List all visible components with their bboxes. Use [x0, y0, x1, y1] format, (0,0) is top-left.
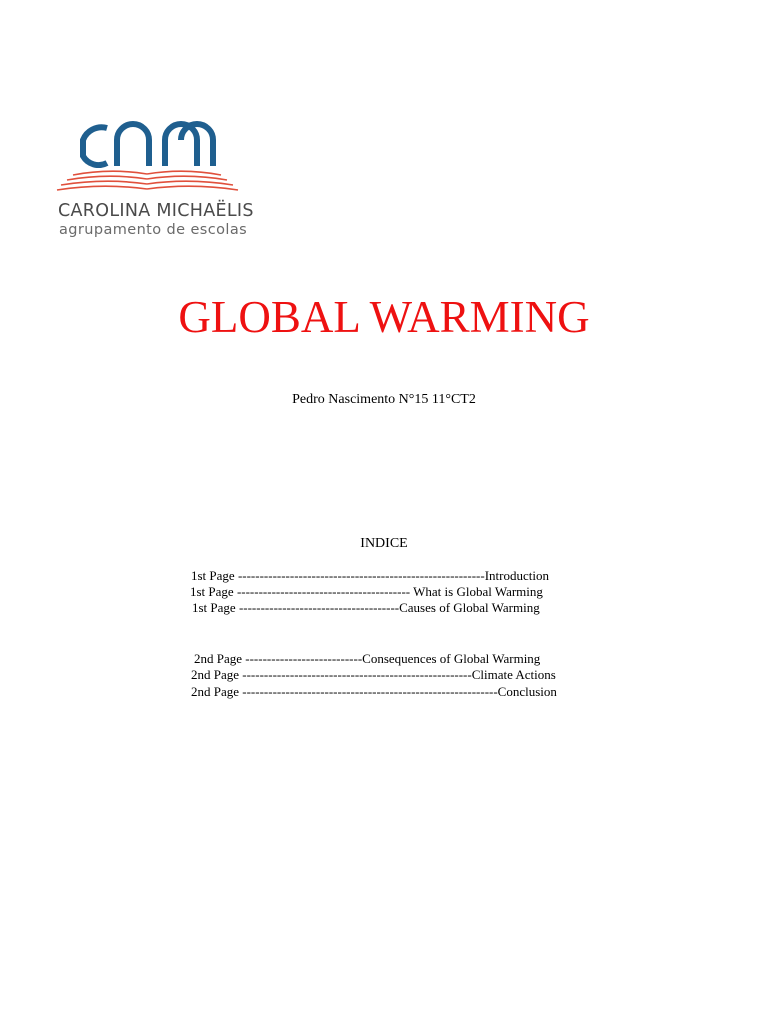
toc-entry-conclusion: 2nd Page -----------------------------------------------------------Conclusion	[191, 684, 557, 699]
toc-entry-causes: 1st Page -------------------------------------Causes of Global Warming	[192, 600, 540, 615]
toc-entry-introduction: 1st Page ---------------------------------------------------------Introduction	[191, 568, 549, 583]
school-logo	[55, 118, 254, 243]
toc-entry-consequences: 2nd Page ---------------------------Consequences of Global Warming	[194, 651, 541, 666]
cmm-logo-mark-icon	[77, 118, 227, 168]
toc-entry-climate-actions: 2nd Page -----------------------------------------------------Climate Actions	[191, 667, 556, 682]
school-subtitle: agrupamento de escolas	[59, 222, 248, 238]
toc-entry-what-is-global-warming: 1st Page ---------------------------------------- What is Global Warming	[190, 584, 543, 599]
school-name: CAROLINA MICHAËLIS	[58, 201, 254, 221]
author-line: Pedro Nascimento N°15 11°CT2	[292, 392, 476, 407]
index-heading: INDICE	[360, 536, 408, 551]
open-book-icon	[55, 166, 240, 196]
document-title: GLOBAL WARMING	[178, 292, 590, 342]
